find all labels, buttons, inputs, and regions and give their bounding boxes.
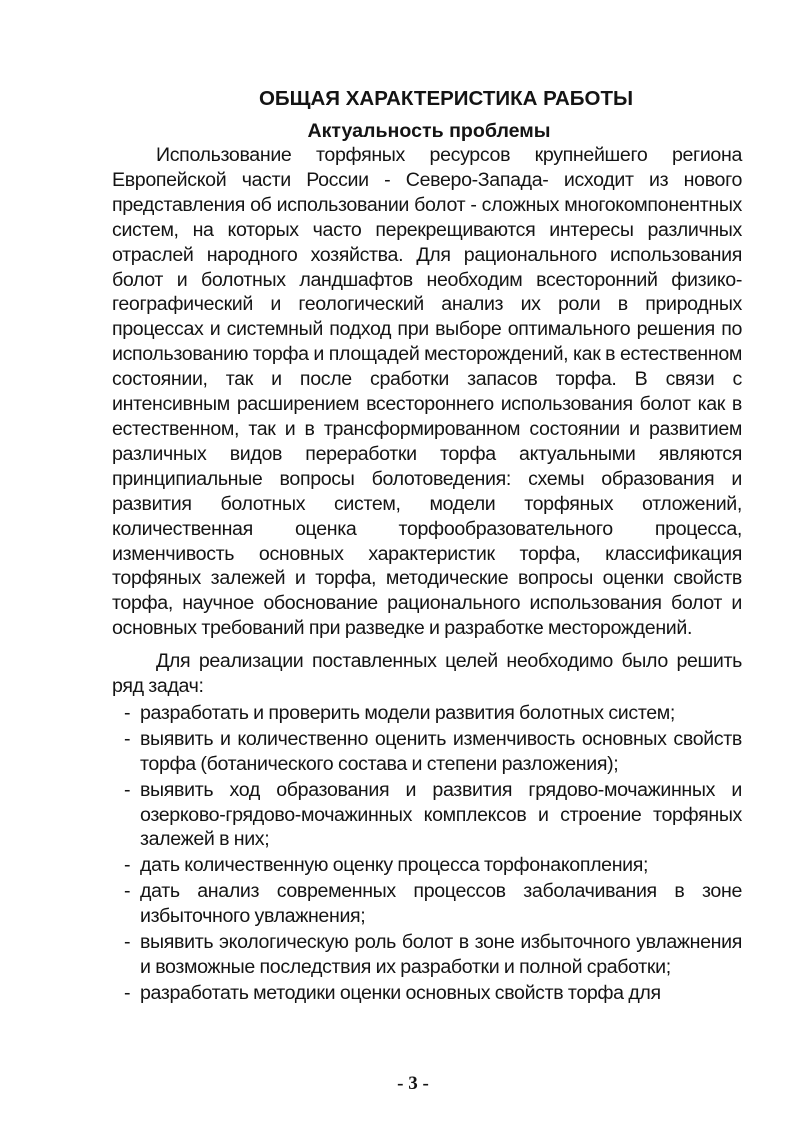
list-marker: - [124,727,131,750]
task-text: разработать и проверить модели развития болотных систем; [140,701,675,724]
task-text: выявить экологическую роль болот в зоне избыточного увлажнения и возможные последствия их разработки и полной сработки; [140,931,742,978]
task-text: разработать методики оценки основных свойств торфа для [140,981,661,1004]
task-text: выявить и количественно оценить изменчивость основных свойств торфа (ботанического состава и степени разложения); [140,727,742,775]
list-marker: - [124,981,131,1004]
task-item [112,879,742,929]
list-marker: - [124,880,131,903]
task-text: выявить ход образования и развития грядово-мочажинных и озерково-грядово-мочажинных комплексов и строение торфяных залежей в них; [140,778,742,851]
list-marker: - [124,701,131,724]
task-item [112,701,742,726]
task-list [112,701,742,1006]
list-marker: - [124,778,131,801]
section-heading: Актуальность проблемы [307,120,551,142]
document-page [112,86,742,1007]
page-number: - 3 - [397,1073,429,1094]
document-title: ОБЩАЯ ХАРАКТЕРИСТИКА РАБОТЫ [258,87,634,110]
task-item [112,778,742,853]
task-text: дать количественную оценку процесса торфонакопления; [140,854,649,877]
body-paragraph: Для реализации поставленных целей необходимо было решить ряд задач: [112,650,742,698]
task-item [112,981,742,1006]
list-marker: - [124,931,131,954]
body-paragraph: Использование торфяных ресурсов крупнейшего региона Европейской части России - Северо-Запада- исходит из нового представления об использовании болот - сложных многокомпонентных систем, на которых часто перекрещиваются интересы различных отраслей народного хозяйства. Для рационального использования болот и болотных ландшафтов необходим всесторонний физико-географический и геологический анализ их роли в природных процессах и системный подход при выборе оптимального решения по использованию торфа и площадей месторождений, как в естественном состоянии, так и после сработки запасов торфа. В связи с интенсивным расширением всестороннего использования болот как в естественном, так и в трансформированном состоянии и развитием различных видов переработки торфа актуальными являются принципиальные вопросы болотоведения: схемы образования и развития болотных систем, модели торфяных отложений, количественная оценка торфообразовательного процесса, изменчивость основных характеристик торфа, классификация торфяных залежей и торфа, методические вопросы оценки свойств торфа, научное обоснование рационального использования болот и основных требований при разведке и разработке месторождений. [112,144,742,640]
task-item [112,930,742,980]
task-text: дать анализ современных процессов заболачивания в зоне избыточного увлажнения; [140,880,742,928]
task-item [112,853,742,878]
list-marker: - [124,854,131,877]
task-item [112,727,742,777]
